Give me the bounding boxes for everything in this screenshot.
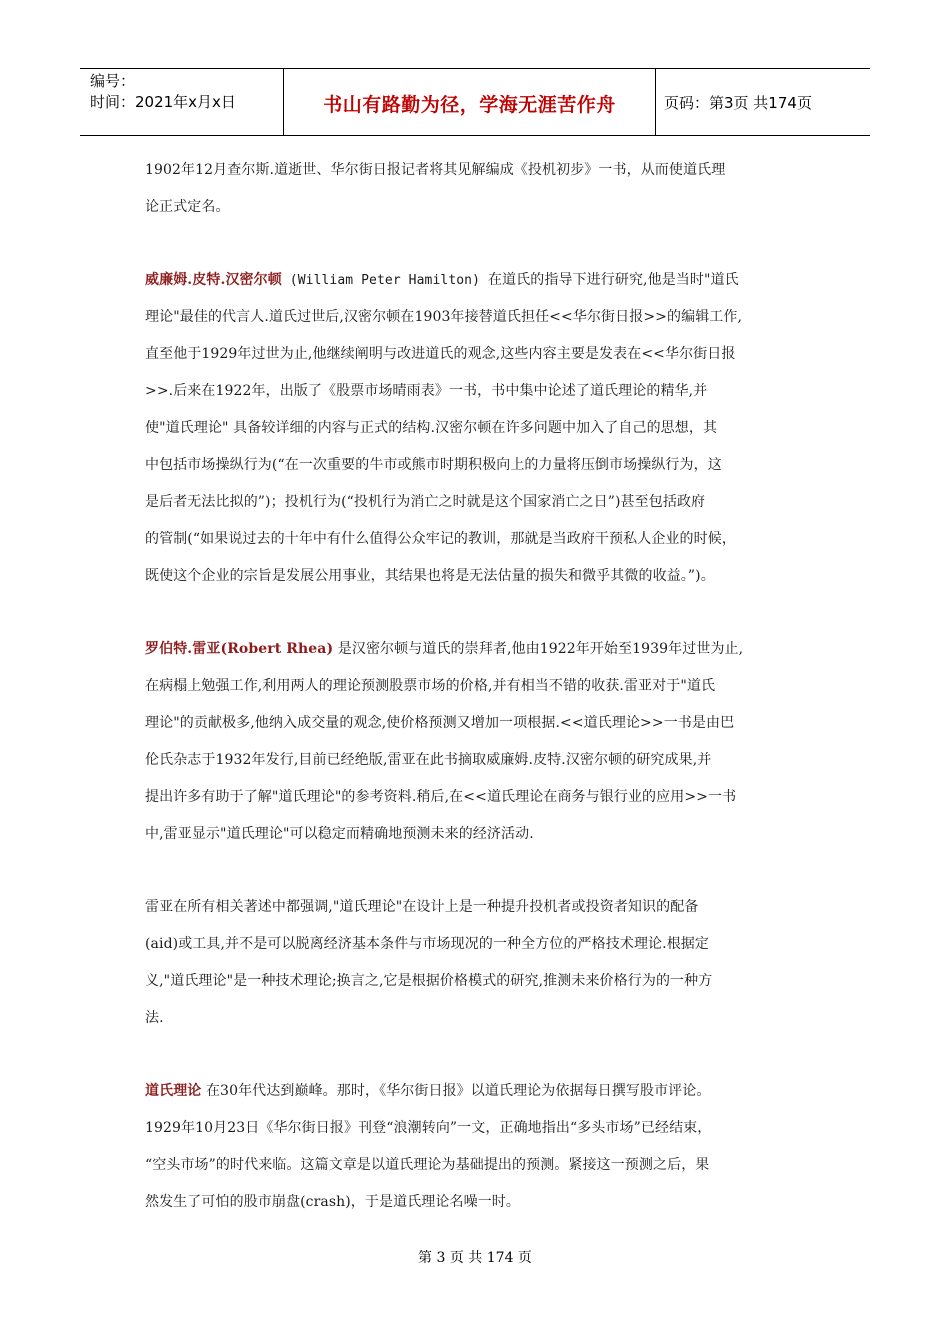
text-fragment: 在30年代达到巅峰。那时，《华尔街日报》以道氏理论为依据每日撰写股市评论。 xyxy=(201,1083,711,1099)
person-name-rhea: 罗伯特.雷亚(Robert Rhea) xyxy=(145,641,334,657)
text-line xyxy=(145,1073,810,1110)
text-line: 然发生了可怕的股市崩盘(crash)，于是道氏理论名噪一时。 xyxy=(145,1194,521,1210)
text-line: 理论"最佳的代言人.道氏过世后,汉密尔顿在1903年接替道氏担任<<华尔街日报>>的编辑工作, xyxy=(145,309,743,325)
header-motto: 书山有路勤为径，学海无涯苦作舟 xyxy=(323,93,616,116)
text-line: 直至他于1929年过世为止,他继续阐明与改进道氏的观念,这些内容主要是发表在<<华尔街日报 xyxy=(145,346,736,362)
text-line: 的管制(“如果说过去的十年中有什么值得公众牢记的教训，那就是当政府干预私人企业的时候， xyxy=(145,531,736,547)
term-dow-theory: 道氏理论 xyxy=(145,1083,202,1099)
text-line: (aid)或工具,并不是可以脱离经济基本条件与市场现况的一种全方位的严格技术理论.根据定 xyxy=(145,936,710,952)
english-name-hamilton: (William Peter Hamilton) xyxy=(281,273,488,288)
text-line: 在病榻上勉强工作,利用两人的理论预测股票市场的价格,并有相当不错的收获.雷亚对于"道氏 xyxy=(145,678,716,694)
paragraph-2 xyxy=(145,262,810,595)
text-line: 论正式定名。 xyxy=(145,199,230,215)
text-line: “空头市场”的时代来临。这篇文章是以道氏理论为基础提出的预测。紧接这一预测之后，果 xyxy=(145,1157,710,1173)
header-meta-cell xyxy=(80,69,284,135)
document-number-label: 编号： xyxy=(90,72,136,90)
text-line: 是后者无法比拟的”)；投机行为(“投机行为消亡之时就是这个国家消亡之日”)甚至包括政府 xyxy=(145,494,706,510)
text-line: 1902年12月查尔斯.道逝世、华尔街日报记者将其见解编成《投机初步》一书，从而使道氏理 xyxy=(145,162,726,178)
paragraph-4 xyxy=(145,889,810,1037)
text-line: 1929年10月23日《华尔街日报》刊登“浪潮转向”一文，正确地指出“多头市场”已经结束， xyxy=(145,1120,712,1136)
header-table xyxy=(80,68,870,136)
paragraph-5 xyxy=(145,1073,810,1221)
header-page-cell xyxy=(656,69,870,135)
text-line: 中包括市场操纵行为(“在一次重要的牛市或熊市时期积极向上的力量将压倒市场操纵行为，这 xyxy=(145,457,722,473)
document-body xyxy=(145,152,810,1221)
footer-page-number: 第 3 页 共 174 页 xyxy=(418,1250,532,1266)
text-line: 义,"道氏理论"是一种技术理论;换言之,它是根据价格模式的研究,推测未来价格行为的一种方 xyxy=(145,973,713,989)
header-page-label: 页码：第3页 共174页 xyxy=(664,93,812,112)
document-date-label: 时间：2021年x月x日 xyxy=(90,93,236,111)
paragraph-1 xyxy=(145,152,810,226)
paragraph-3 xyxy=(145,631,810,853)
text-line: 法. xyxy=(145,1010,164,1026)
text-line xyxy=(145,631,810,668)
text-line: 雷亚在所有相关著述中都强调,"道氏理论"在设计上是一种提升投机者或投资者知识的配备 xyxy=(145,899,699,915)
page-footer xyxy=(0,1247,950,1267)
text-line: 中,雷亚显示"道氏理论"可以稳定而精确地预测未来的经济活动. xyxy=(145,826,534,842)
text-fragment: 是汉密尔顿与道氏的崇拜者,他由1922年开始至1939年过世为止, xyxy=(333,641,744,657)
text-line: 伦氏杂志于1932年发行,目前已经绝版,雷亚在此书摘取威廉姆.皮特.汉密尔顿的研究成果,并 xyxy=(145,752,712,768)
text-line: 既使这个企业的宗旨是发展公用事业，其结果也将是无法估量的损失和微乎其微的收益。”)。 xyxy=(145,568,715,584)
text-line: 提出许多有助于了解"道氏理论"的参考资料.稍后,在<<道氏理论在商务与银行业的应用>>一书 xyxy=(145,789,737,805)
text-line: >>.后来在1922年，出版了《股票市场晴雨表》一书，书中集中论述了道氏理论的精华,并 xyxy=(145,383,708,399)
header-motto-cell xyxy=(284,69,656,135)
person-name-hamilton: 威廉姆.皮特.汉密尔顿 xyxy=(145,272,282,288)
text-line xyxy=(145,262,810,299)
text-line: 使"道氏理论" 具备较详细的内容与正式的结构.汉密尔顿在许多问题中加入了自己的思想，其 xyxy=(145,420,718,436)
text-fragment: 在道氏的指导下进行研究,他是当时"道氏 xyxy=(487,272,739,288)
text-line: 理论"的贡献极多,他纳入成交量的观念,使价格预测又增加一项根据.<<道氏理论>>一书是由巴 xyxy=(145,715,735,731)
